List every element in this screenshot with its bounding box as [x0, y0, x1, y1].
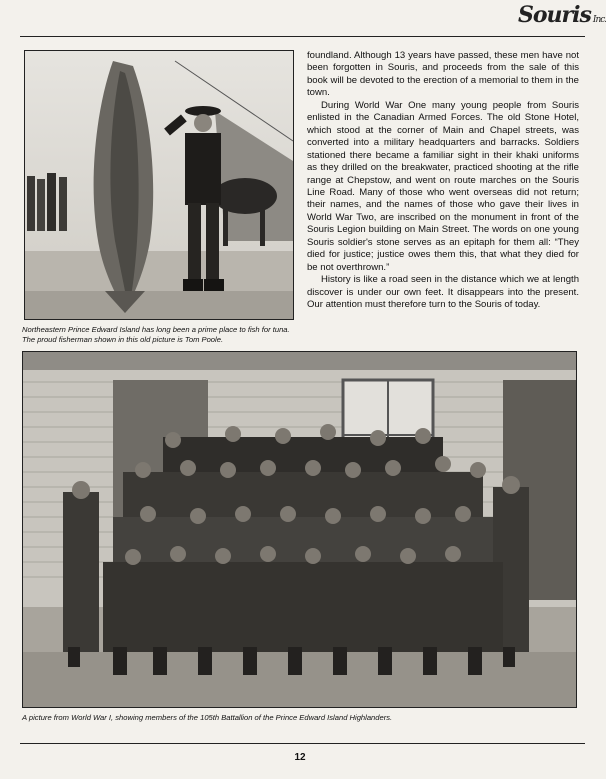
article-text — [307, 50, 579, 312]
tuna-fisherman-photo — [24, 50, 294, 320]
souris-logo — [518, 2, 606, 34]
page-number: 12 — [294, 752, 306, 763]
tuna-fisherman-photo-icon — [25, 51, 293, 319]
paragraph-3: History is like a road seen in the distance which we at length discover is under our own feet. It disappears into the present. Our attention must therefore turn to the Souris of today. — [307, 274, 579, 311]
logo-text: Souris — [518, 2, 591, 28]
tuna-photo-caption: Northeastern Prince Edward Island has long been a prime place to fish for tuna. The proud fisherman shown in this old picture is Tom Poole. — [22, 325, 290, 344]
paragraph-1: foundland. Although 13 years have passed, these men have not been forgotten in Souris, and proceeds from the sale of this book will be devoted to the erection of a memorial to them in the town. — [307, 50, 579, 99]
top-rule — [20, 36, 585, 37]
paragraph-2: During World War One many young people from Souris enlisted in the Canadian Armed Forces. The old Stone Hotel, which stood at the corner of Main and Chapel streets, was converted into a military headquarters and barracks. Soldiers stationed there became a familiar sight in their khaki uniforms as they drilled on the breakwater, practiced shooting at the rifle range at Chepstow, and went on route marches on the Souris Line Road. Many of those who went overseas did not return; their names, and the names of those who gave their lives in World War Two, are inscribed on the monument in front of the Souris Legion building on Main Street. The words on one young Souris soldier's stone serves as an epitaph for them all: “They died for justice; justice owes them this, that what they died for be not overthrown.” — [307, 99, 579, 273]
soldiers-group-photo-icon — [23, 352, 576, 707]
soldiers-photo-caption: A picture from World War I, showing members of the 105th Battallion of the Prince Edward Island Highlanders. — [22, 713, 393, 722]
bottom-rule — [20, 743, 585, 744]
logo-sub: Inc. — [592, 15, 606, 25]
soldiers-group-photo — [22, 351, 577, 708]
